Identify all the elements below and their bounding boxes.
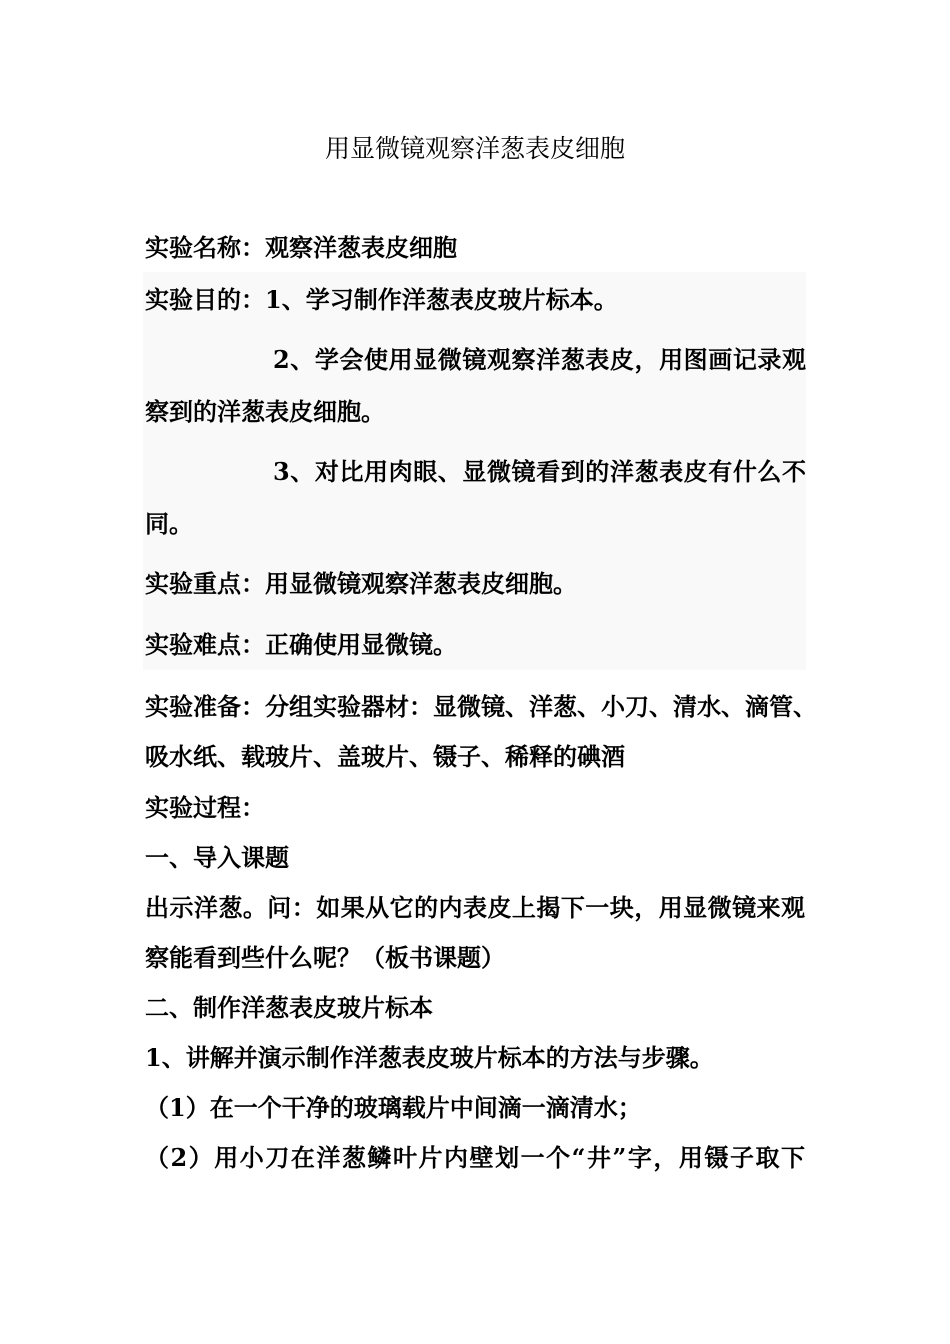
text-line-process-heading: 实验过程： bbox=[145, 793, 265, 822]
text-line-experiment-goal-3-cont: 同。 bbox=[145, 509, 193, 538]
text-line-experiment-goal-3: 3、对比用肉眼、显微镜看到的洋葱表皮有什么不 bbox=[273, 457, 806, 486]
text-line-step-1-1: （1）在一个干净的玻璃载片中间滴一滴清水； bbox=[145, 1093, 642, 1122]
text-line-section-1-body-cont: 察能看到些什么呢？（板书课题） bbox=[145, 943, 505, 972]
text-line-preparation-cont: 吸水纸、载玻片、盖玻片、镊子、稀释的碘酒 bbox=[145, 742, 625, 771]
text-line-experiment-goal-2-cont: 察到的洋葱表皮细胞。 bbox=[145, 397, 385, 426]
text-line-experiment-goal-1: 实验目的：1、学习制作洋葱表皮玻片标本。 bbox=[145, 285, 618, 314]
document-title: 用显微镜观察洋葱表皮细胞 bbox=[324, 134, 625, 163]
text-line-section-2-heading: 二、制作洋葱表皮玻片标本 bbox=[145, 993, 433, 1022]
text-line-experiment-goal-2: 2、学会使用显微镜观察洋葱表皮，用图画记录观 bbox=[273, 345, 806, 374]
text-line-experiment-name: 实验名称：观察洋葱表皮细胞 bbox=[145, 233, 457, 262]
text-line-key-point: 实验重点：用显微镜观察洋葱表皮细胞。 bbox=[145, 569, 577, 598]
text-line-difficulty: 实验难点：正确使用显微镜。 bbox=[145, 630, 457, 659]
text-line-section-1-body: 出示洋葱。问：如果从它的内表皮上揭下一块，用显微镜来观 bbox=[145, 893, 805, 922]
text-line-step-1: 1、讲解并演示制作洋葱表皮玻片标本的方法与步骤。 bbox=[145, 1043, 714, 1072]
text-line-section-1-heading: 一、导入课题 bbox=[145, 843, 289, 872]
text-line-preparation: 实验准备：分组实验器材：显微镜、洋葱、小刀、清水、滴管、 bbox=[145, 692, 817, 721]
text-line-step-1-2: （2）用小刀在洋葱鳞叶片内壁划一个“井”字，用镊子取下 bbox=[145, 1143, 805, 1172]
